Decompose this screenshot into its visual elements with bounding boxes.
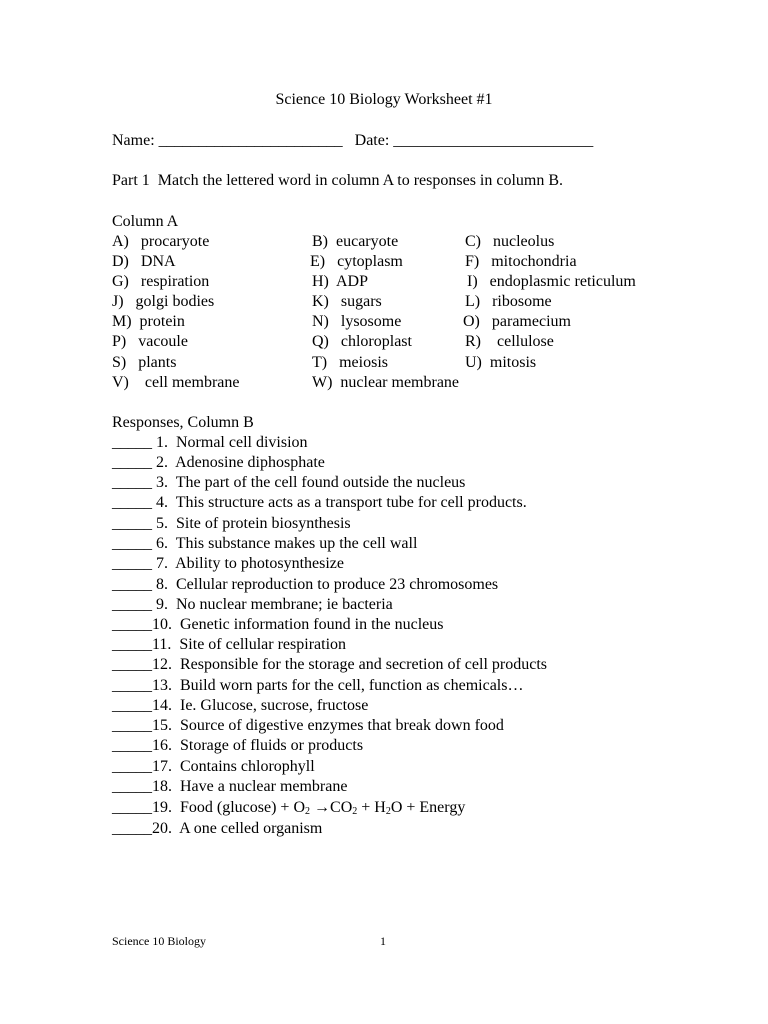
list-item: _____ 8. Cellular reproduction to produce 23 chromosomes [112, 576, 499, 593]
list-item: _____15. Source of digestive enzymes that break down food [112, 717, 504, 734]
item19-sub-o2: 2 [305, 806, 311, 817]
column-a-term: A) procaryote [112, 233, 210, 250]
column-b-heading: Responses, Column B [112, 414, 254, 431]
list-item: _____ 6. This substance makes up the cell wall [112, 535, 418, 552]
column-a-term: U) mitosis [465, 354, 537, 371]
list-item: _____ 1. Normal cell division [112, 434, 308, 451]
list-item: _____ 3. The part of the cell found outside the nucleus [112, 474, 466, 491]
list-item: _____13. Build worn parts for the cell, function as chemicals… [112, 677, 524, 694]
column-a-term: T) meiosis [312, 354, 388, 371]
page-title: Science 10 Biology Worksheet #1 [275, 91, 493, 108]
column-a-term: M) protein [112, 313, 185, 330]
list-item: _____20. A one celled organism [112, 820, 323, 837]
column-a-term: B) eucaryote [312, 233, 399, 250]
list-item: _____ 9. No nuclear membrane; ie bacteria [112, 596, 393, 613]
column-a-term: C) nucleolus [465, 233, 555, 250]
column-a-term: D) DNA [112, 253, 176, 270]
column-a-term: V) cell membrane [112, 374, 240, 391]
item19-mid2: + H [357, 799, 386, 816]
column-a-term: E) cytoplasm [310, 253, 403, 270]
list-item: _____ 4. This structure acts as a transport tube for cell products. [112, 494, 527, 511]
column-a-term: G) respiration [112, 273, 210, 290]
part1-instruction: Part 1 Match the lettered word in column A to responses in column B. [112, 172, 564, 189]
list-item [112, 799, 465, 817]
column-a-term: W) nuclear membrane [312, 374, 460, 391]
column-a-term: J) golgi bodies [112, 293, 215, 310]
item19-prefix: _____19. Food (glucose) + O [112, 799, 306, 816]
list-item: _____17. Contains chlorophyll [112, 758, 315, 775]
column-a-term: L) ribosome [465, 293, 552, 310]
list-item: _____11. Site of cellular respiration [112, 636, 347, 653]
column-a-term: I) endoplasmic reticulum [467, 273, 636, 290]
item19-sub-co2: 2 [352, 806, 358, 817]
column-a-term: S) plants [112, 354, 177, 371]
column-a-term: Q) chloroplast [312, 333, 412, 350]
footer-page-number: 1 [380, 934, 386, 948]
list-item: _____ 2. Adenosine diphosphate [112, 454, 325, 471]
list-item: _____ 7. Ability to photosynthesize [112, 555, 344, 572]
column-a-term: O) paramecium [463, 313, 571, 330]
item19-mid: →CO [310, 799, 353, 816]
list-item: _____18. Have a nuclear membrane [112, 778, 348, 795]
list-item: _____12. Responsible for the storage and secretion of cell products [112, 656, 547, 673]
list-item: _____ 5. Site of protein biosynthesis [112, 515, 351, 532]
column-a-term: H) ADP [312, 273, 369, 290]
list-item: _____14. Ie. Glucose, sucrose, fructose [112, 697, 369, 714]
column-a-heading: Column A [112, 213, 179, 230]
column-a-term: K) sugars [312, 293, 382, 310]
item19-suffix: O + Energy [390, 799, 466, 816]
item19-sub-h2o: 2 [385, 806, 391, 817]
list-item: _____16. Storage of fluids or products [112, 737, 364, 754]
list-item: _____10. Genetic information found in the nucleus [112, 616, 444, 633]
name-date-line: Name: _______________________ Date: _________________________ [112, 132, 594, 149]
column-a-term: R) cellulose [465, 333, 554, 350]
column-a-term: F) mitochondria [465, 253, 577, 270]
column-a-term: N) lysosome [312, 313, 402, 330]
column-a-term: P) vacoule [112, 333, 188, 350]
footer-course: Science 10 Biology [112, 934, 206, 948]
